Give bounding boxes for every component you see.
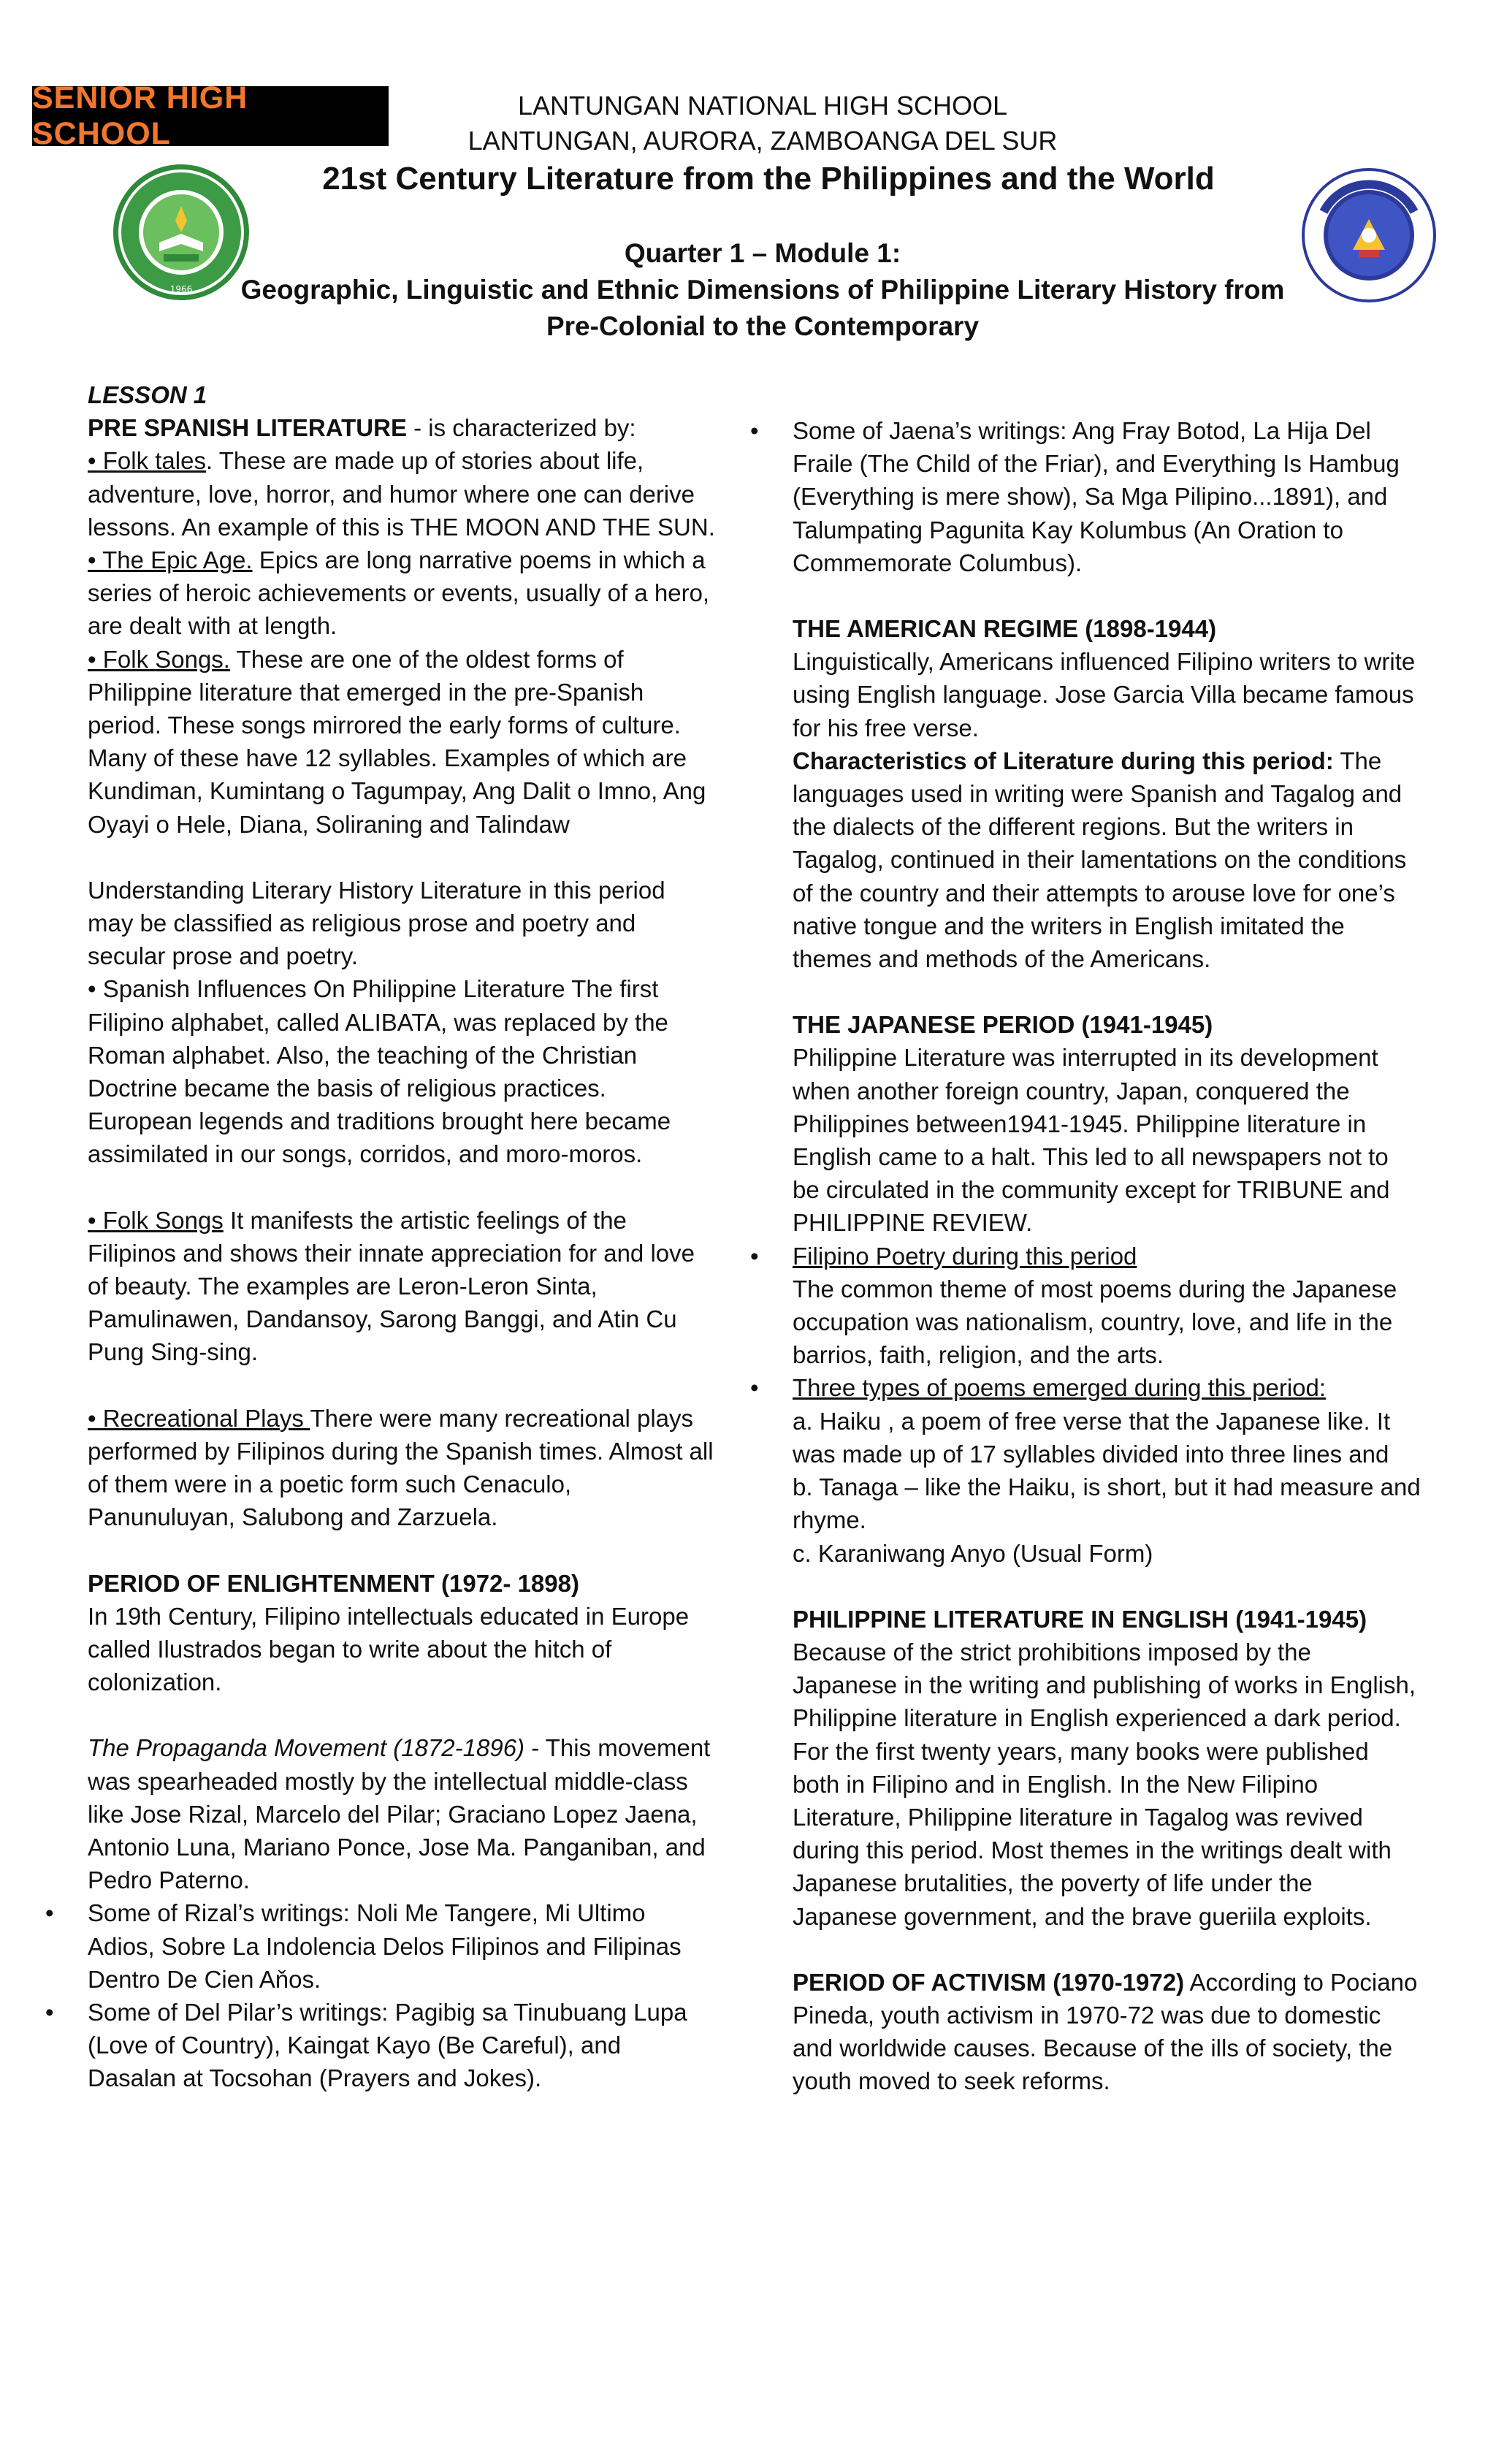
characteristics-paragraph bbox=[793, 744, 1421, 975]
lesson-label: LESSON 1 bbox=[88, 381, 207, 408]
seal-year: 1966 bbox=[169, 284, 193, 294]
propaganda-text: - This movement was spearheaded mostly by the intellectual middle-class like Jose Rizal, Marcelo del Pilar; Graciano Lopez Jaena, Antonio Luna, Mariano Ponce, Jose Ma. Panganiban, and Pedro Paterno. bbox=[88, 1734, 711, 1894]
japanese-paragraph: Philippine Literature was interrupted in its development when another foreign country, Japan, conquered the Philippines between1941-1945. Philippine literature in English came to a halt. This led to all newspapers not to be circulated in the community except for TRIBUNE and PHILIPPINE REVIEW. bbox=[793, 1044, 1390, 1237]
propaganda-paragraph bbox=[88, 1731, 716, 1896]
folk-songs-text: These are one of the oldest forms of Philippine literature that emerged in the pre-Spanish period. These songs mirrored the early forms of culture. Many of these have 12 syllables. Examples of which are Kundiman, Kumintang o Tagumpay, Ang Dalit o Imno, Ang Oyayi o Hele, Diana, Soliraning and Talindaw bbox=[88, 645, 706, 838]
subject-title: 21st Century Literature from the Philippines and the World bbox=[322, 161, 1215, 197]
american-heading: THE AMERICAN REGIME (1898-1944) bbox=[793, 615, 1217, 643]
understanding-paragraph: Understanding Literary History Literature in this period may be classified as religious prose and poetry and secular prose and poetry. bbox=[88, 876, 665, 970]
pre-spanish-heading bbox=[88, 411, 716, 444]
school-name: LANTUNGAN NATIONAL HIGH SCHOOL bbox=[517, 91, 1008, 121]
epic-age-label: • The Epic Age. bbox=[88, 546, 253, 574]
list-item bbox=[750, 1240, 1421, 1372]
bullet-icon: • bbox=[45, 1998, 54, 2026]
characteristics-label: Characteristics of Literature during this period: bbox=[793, 747, 1334, 774]
jaena-list bbox=[750, 414, 1421, 579]
folk-songs-paragraph bbox=[88, 643, 716, 841]
bullet-icon: • bbox=[45, 1899, 54, 1927]
propaganda-title: The Propaganda Movement (1872-1896) bbox=[88, 1734, 525, 1762]
list-item bbox=[45, 1996, 716, 2095]
american-paragraph: Linguistically, Americans influenced Filipino writers to write using English language. Jose Garcia Villa became famous for his free verse. bbox=[793, 648, 1416, 741]
list-item bbox=[45, 1896, 716, 1996]
poem-type-haiku: a. Haiku , a poem of free verse that the Japanese like. It was made up of 17 syllables divided into three lines and bbox=[793, 1407, 1391, 1468]
right-column bbox=[750, 414, 1421, 2098]
enlightenment-heading: PERIOD OF ENLIGHTENMENT (1972- 1898) bbox=[88, 1569, 579, 1597]
activism-title: PERIOD OF ACTIVISM (1970-1972) bbox=[793, 1968, 1185, 1996]
activism-text: According to Pociano Pineda, youth activism in 1970-72 was due to domestic and worldwide causes. Because of the ills of society, the youth moved to seek reforms. bbox=[793, 1968, 1418, 2095]
english-heading: PHILIPPINE LITERATURE IN ENGLISH (1941-1945) bbox=[793, 1605, 1367, 1633]
jaena-writings: Some of Jaena’s writings: Ang Fray Botod, La Hija Del Fraile (The Child of the Friar), and Everything Is Hambug (Everything is mere show), Sa Mga Pilipino...1891), and Talumpating Pagunita Kay Kolumbus (An Oration to Commemorate Columbus). bbox=[793, 417, 1400, 576]
poem-type-tanaga: b. Tanaga – like the Haiku, is short, but it had measure and rhyme. bbox=[793, 1473, 1421, 1534]
badge-label: SENIOR HIGH SCHOOL bbox=[32, 80, 248, 151]
epic-age-paragraph bbox=[88, 543, 716, 643]
list-item bbox=[750, 1371, 1421, 1569]
enlightenment-paragraph: In 19th Century, Filipino intellectuals educated in Europe called Ilustrados began to write about the hitch of colonization. bbox=[88, 1602, 690, 1696]
folk-tales-paragraph bbox=[88, 444, 716, 543]
activism-paragraph bbox=[793, 1966, 1421, 2098]
poetry-label: Filipino Poetry during this period bbox=[793, 1242, 1137, 1270]
left-column bbox=[45, 378, 716, 2095]
recreational-plays-paragraph bbox=[88, 1402, 716, 1534]
recreational-plays-text: There were many recreational plays performed by Filipinos during the Spanish times. Almost all of them were in a poetic form such Cenaculo, Panunuluyan, Salubong and Zarzuela. bbox=[88, 1404, 714, 1531]
folk-tales-label: • Folk tales bbox=[88, 447, 206, 475]
school-address: LANTUNGAN, AURORA, ZAMBOANGA DEL SUR bbox=[468, 126, 1058, 156]
folk-songs-label: • Folk Songs. bbox=[88, 645, 230, 673]
epic-age-text: Epics are long narrative poems in which a series of heroic achievements or events, usually of a hero, are dealt with at length. bbox=[88, 546, 710, 640]
module-title-line1: Geographic, Linguistic and Ethnic Dimensions of Philippine Literary History from bbox=[240, 275, 1285, 305]
japanese-poetry-list bbox=[750, 1240, 1421, 1570]
folk-songs-spanish-text: It manifests the artistic feelings of the Filipinos and shows their innate appreciation for and love of beauty. The examples are Leron-Leron Sinta, Pamulinawen, Dandansoy, Sarong Banggi, and Atin Cu Pung Sing-sing. bbox=[88, 1206, 695, 1366]
folk-tales-text: . These are made up of stories about life, adventure, love, horror, and humor where one can derive lessons. An example of this is THE MOON AND THE SUN. bbox=[88, 447, 715, 541]
bullet-icon: • bbox=[750, 417, 759, 444]
poem-type-karaniwang: c. Karaniwang Anyo (Usual Form) bbox=[793, 1539, 1153, 1567]
list-item bbox=[750, 414, 1421, 579]
pre-spanish-title: PRE SPANISH LITERATURE bbox=[88, 414, 407, 442]
poem-types-label: Three types of poems emerged during this period: bbox=[793, 1374, 1327, 1402]
english-paragraph: Because of the strict prohibitions imposed by the Japanese in the writing and publishing of works in English, Philippine literature in English experienced a dark period. For the first twenty years, many books were published both in Filipino and in English. In the New Filipino Literature, Philippine literature in Tagalog was revived during this period. Most themes in the writings dealt with Japanese brutalities, the poverty of life under the Japanese government, and the brave gueriila exploits. bbox=[793, 1638, 1416, 1930]
writings-list bbox=[45, 1896, 716, 2094]
recreational-plays-label: • Recreational Plays bbox=[88, 1404, 310, 1432]
del-pilar-writings: Some of Del Pilar’s writings: Pagibig sa Tinubuang Lupa (Love of Country), Kaingat Kayo (Be Careful), and Dasalan at Tocsohan (Prayers and Jokes). bbox=[88, 1998, 687, 2092]
spanish-influences-paragraph: • Spanish Influences On Philippine Literature The first Filipino alphabet, called ALIBATA, was replaced by the Roman alphabet. Also, the teaching of the Christian Doctrine became the basis of religious practices. European legends and traditions brought here became assimilated in our songs, corridos, and moro-moros. bbox=[88, 975, 671, 1168]
bullet-icon: • bbox=[750, 1242, 759, 1270]
characteristics-text: The languages used in writing were Spanish and Tagalog and the dialects of the different regions. But the writers in Tagalog, continued in their lamentations on the conditions of the country and their attempts to arouse love for one’s native tongue and the writers in English imitated the themes and methods of the Americans. bbox=[793, 747, 1407, 973]
module-title-line2: Pre-Colonial to the Contemporary bbox=[546, 311, 980, 341]
folk-songs-spanish-label: • Folk Songs bbox=[88, 1206, 224, 1234]
rizal-writings: Some of Rizal’s writings: Noli Me Tangere, Mi Ultimo Adios, Sobre La Indolencia Delos Filipinos and Filipinas Dentro De Cien Aňos. bbox=[88, 1899, 682, 1993]
bullet-icon: • bbox=[750, 1374, 759, 1402]
quarter-module: Quarter 1 – Module 1: bbox=[624, 238, 901, 268]
poetry-text: The common theme of most poems during the Japanese occupation was nationalism, country, love, and life in the barrios, faith, religion, and the arts. bbox=[793, 1275, 1397, 1369]
japanese-heading: THE JAPANESE PERIOD (1941-1945) bbox=[793, 1011, 1213, 1039]
folk-songs-spanish-paragraph bbox=[88, 1204, 716, 1369]
pre-spanish-rest: - is characterized by: bbox=[406, 414, 636, 442]
